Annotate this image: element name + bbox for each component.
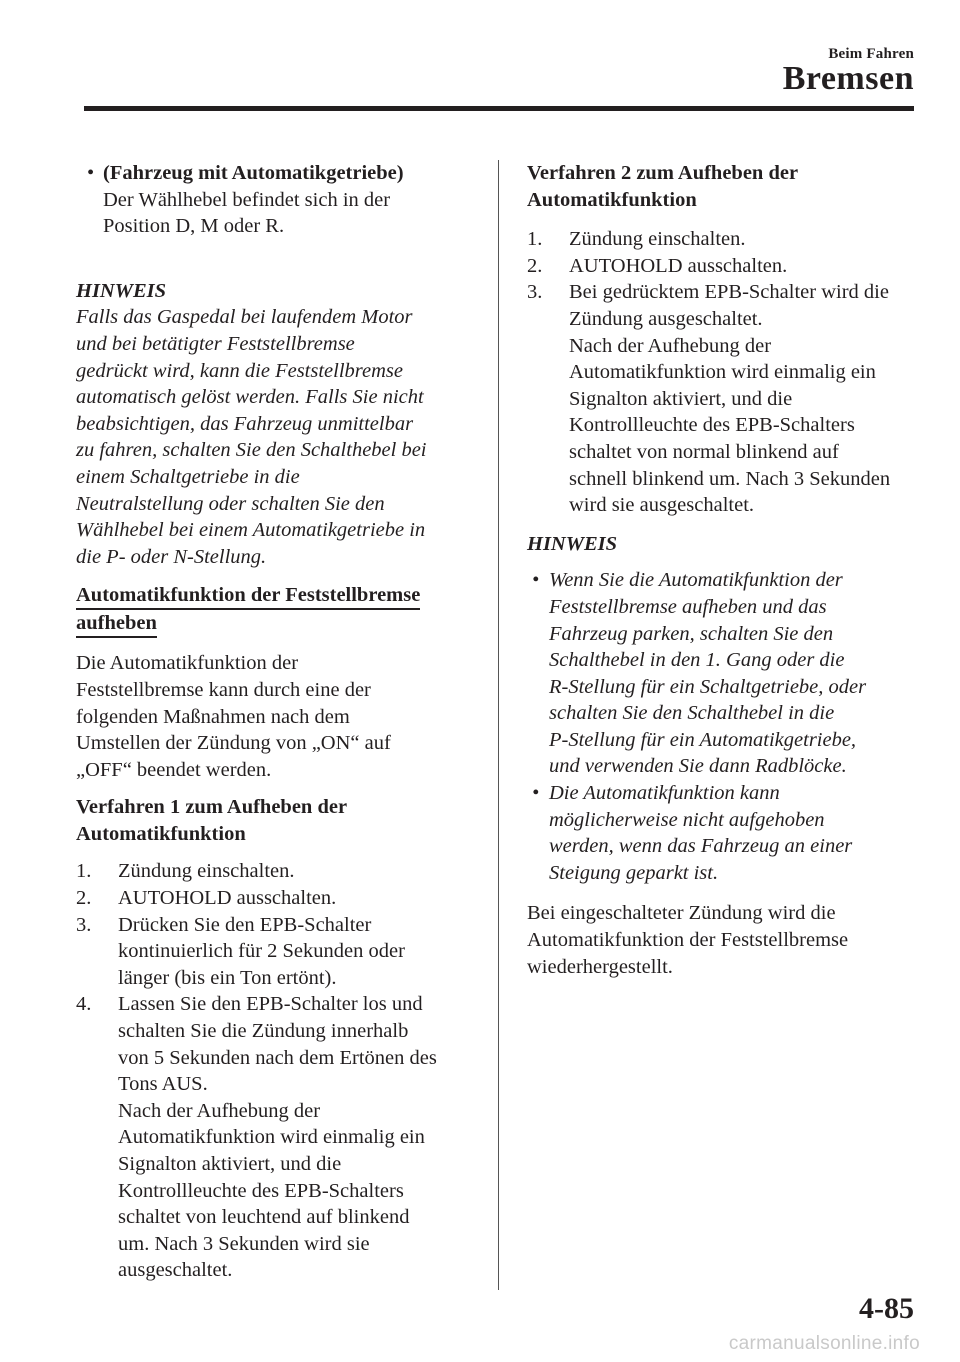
step-line: Lassen Sie den EPB-Schalter los und (118, 993, 423, 1016)
note-line: werden, wenn das Fahrzeug an einer (549, 835, 853, 858)
step-item (527, 226, 919, 253)
step-number: 3. (76, 913, 92, 936)
note-line: Neutralstellung oder schalten Sie den (76, 492, 385, 515)
step-item (76, 912, 474, 992)
section-heading-line1: Automatikfunktion der Feststellbremse (76, 582, 420, 610)
step-line: Nach der Aufhebung der (569, 334, 772, 357)
step-line: Zündung einschalten. (118, 860, 295, 883)
section-heading-line2: aufheben (76, 610, 157, 638)
page-number: 4-85 (859, 1292, 914, 1325)
step-number: 4. (76, 993, 92, 1016)
step-line: schaltet von normal blinkend auf (569, 440, 839, 463)
closing-line: Automatikfunktion der Feststellbremse (527, 929, 849, 952)
column-divider (498, 160, 499, 1290)
closing-line: wiederhergestellt. (527, 955, 673, 978)
closing-paragraph (527, 900, 919, 980)
note-line: Wenn Sie die Automatikfunktion der (549, 569, 843, 592)
note-line: R-Stellung für ein Schaltgetriebe, oder (549, 675, 867, 698)
step-number: 3. (527, 281, 543, 304)
section-heading (76, 582, 474, 638)
bullet-heading: (Fahrzeug mit Automatikgetriebe) (103, 162, 404, 184)
step-line: Signalton aktiviert, und die (569, 387, 793, 410)
note-line: beabsichtigen, das Fahrzeug unmittelbar (76, 412, 414, 435)
step-line: Zündung einschalten. (569, 228, 746, 251)
step-number: 1. (527, 228, 543, 251)
bullet-line: Position D, M oder R. (103, 215, 285, 238)
procedure1-heading-line: Verfahren 1 zum Aufheben der (76, 796, 348, 819)
procedure1-heading (76, 794, 474, 847)
left-column (76, 160, 474, 1284)
transmission-bullet (76, 160, 474, 240)
procedure2-steps (527, 226, 919, 519)
step-item (527, 253, 919, 280)
note-item (527, 780, 919, 886)
step-line: wird sie ausgeschaltet. (569, 494, 755, 517)
page-title: Bremsen (782, 60, 914, 97)
intro-paragraph (76, 650, 474, 783)
step-item (76, 858, 474, 885)
step-line: um. Nach 3 Sekunden wird sie (118, 1232, 370, 1255)
note-item (527, 567, 919, 780)
step-line: AUTOHOLD ausschalten. (118, 887, 337, 910)
step-item (76, 885, 474, 912)
step-line: AUTOHOLD ausschalten. (569, 254, 788, 277)
step-line: kontinuierlich für 2 Sekunden oder (118, 940, 405, 963)
right-column (527, 160, 919, 980)
step-line: schaltet von leuchtend auf blinkend (118, 1206, 410, 1229)
note-line: Schalthebel in den 1. Gang oder die (549, 649, 845, 672)
hinweis-notes (527, 567, 919, 886)
step-item (527, 279, 919, 518)
step-line: ausgeschaltet. (118, 1259, 233, 1282)
step-line: länger (bis ein Ton ertönt). (118, 966, 337, 989)
step-number: 2. (527, 254, 543, 277)
step-number: 2. (76, 887, 92, 910)
note-line: und bei betätigter Feststellbremse (76, 332, 355, 355)
intro-line: folgenden Maßnahmen nach dem (76, 705, 350, 728)
step-line: Kontrollleuchte des EPB-Schalters (569, 414, 855, 437)
note-line: einem Schaltgetriebe in die (76, 465, 300, 488)
bullet-symbol: • (532, 569, 540, 592)
note-line: Wählhebel bei einem Automatikgetriebe in (76, 519, 426, 542)
hinweis-label: HINWEIS (76, 279, 167, 302)
note-line: zu fahren, schalten Sie den Schalthebel bei (76, 439, 427, 462)
step-line: Bei gedrücktem EPB-Schalter wird die (569, 281, 889, 304)
intro-line: Feststellbremse kann durch eine der (76, 678, 371, 701)
note-line: Die Automatikfunktion kann (549, 782, 780, 805)
procedure1-heading-line: Automatikfunktion (76, 822, 246, 845)
procedure1-steps (76, 858, 474, 1284)
step-line: von 5 Sekunden nach dem Ertönen des (118, 1046, 437, 1069)
step-line: schalten Sie die Zündung innerhalb (118, 1020, 409, 1043)
closing-line: Bei eingeschalteter Zündung wird die (527, 902, 836, 925)
step-line: Signalton aktiviert, und die (118, 1153, 342, 1175)
step-line: Zündung ausgeschaltet. (569, 307, 763, 330)
procedure2-heading (527, 160, 919, 213)
bullet-symbol: • (87, 162, 95, 184)
bullet-line: Der Wählhebel befindet sich in der (103, 188, 391, 211)
note-line: die P- oder N-Stellung. (76, 545, 267, 568)
note-line: gedrückt wird, kann die Feststellbremse (76, 359, 403, 382)
step-line: Automatikfunktion wird einmalig ein (118, 1126, 425, 1149)
step-line: schnell blinkend um. Nach 3 Sekunden (569, 467, 891, 490)
note-line: automatisch gelöst werden. Falls Sie nicht (76, 386, 424, 409)
watermark: carmanualsonline.info (728, 1333, 920, 1354)
header-section-label: Beim Fahren (828, 46, 914, 62)
note-line: und verwenden Sie dann Radblöcke. (549, 755, 847, 778)
note-line: P-Stellung für ein Automatikgetriebe, (549, 728, 857, 751)
header-rule (84, 106, 914, 111)
step-line: Drücken Sie den EPB-Schalter (118, 913, 372, 936)
step-line: Nach der Aufhebung der (118, 1099, 321, 1122)
note-line: schalten Sie den Schalthebel in die (549, 702, 835, 725)
bullet-symbol: • (532, 782, 540, 805)
intro-line: Umstellen der Zündung von „ON“ auf (76, 732, 391, 755)
step-item (76, 991, 474, 1284)
note-line: Fahrzeug parken, schalten Sie den (549, 622, 834, 645)
hinweis-note (76, 304, 474, 570)
procedure2-heading-line: Verfahren 2 zum Aufheben der (527, 162, 799, 184)
note-line: Feststellbremse aufheben und das (549, 595, 827, 618)
step-line: Kontrollleuchte des EPB-Schalters (118, 1179, 404, 1202)
procedure2-heading-line: Automatikfunktion (527, 188, 697, 211)
step-line: Automatikfunktion wird einmalig ein (569, 361, 876, 384)
intro-line: „OFF“ beendet werden. (76, 758, 272, 781)
note-line: möglicherweise nicht aufgehoben (549, 808, 825, 831)
intro-line: Die Automatikfunktion der (76, 652, 299, 675)
hinweis-label: HINWEIS (527, 532, 618, 555)
note-line: Falls das Gaspedal bei laufendem Motor (76, 306, 413, 329)
step-line: Tons AUS. (118, 1073, 208, 1096)
step-number: 1. (76, 860, 92, 883)
note-line: Steigung geparkt ist. (549, 861, 719, 884)
